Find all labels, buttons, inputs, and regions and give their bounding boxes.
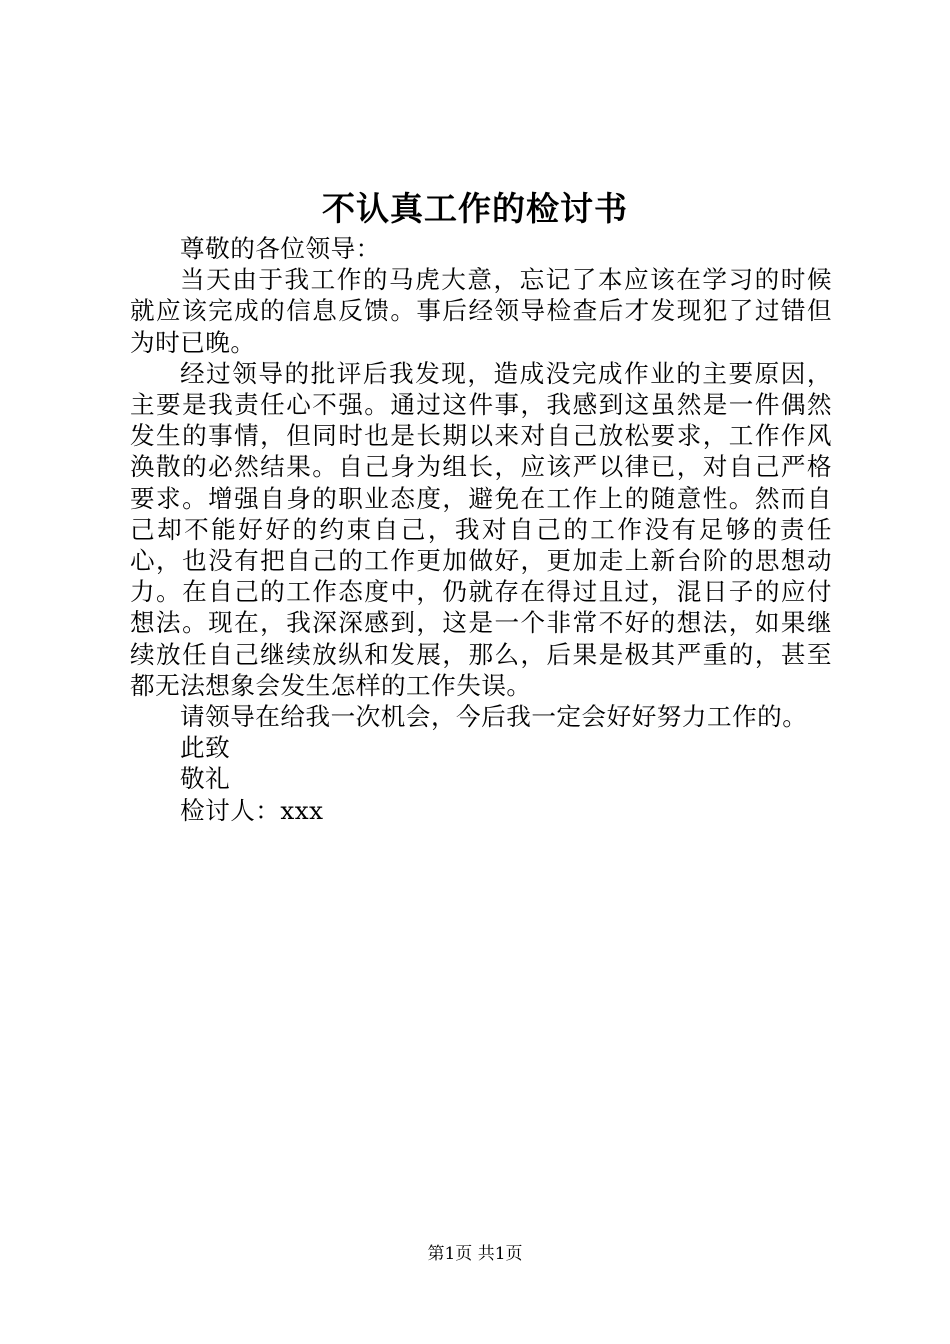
page-footer: 第1页 共1页 <box>427 1244 523 1264</box>
closing-line-2: 敬礼 <box>180 764 231 794</box>
signature: 检讨人：xxx <box>180 795 324 825</box>
closing-line-1: 此致 <box>180 733 231 763</box>
paragraph-2: 经过领导的批评后我发现，造成没完成作业的主要原因，主要是我责任心不强。通过这件事，我感到这虽然是一件偶然发生的事情，但同时也是长期以来对自己放松要求，工作作风涣散的必然结果。自己身为组长，应该严以律已，对自己严格要求。增强自身的职业态度，避免在工作上的随意性。然而自己却不能好好的约束自己，我对自己的工作没有足够的责任心，也没有把自己的工作更加做好，更加走上新台阶的思想动力。在自己的工作态度中，仍就存在得过且过，混日子的应付想法。现在，我深深感到，这是一个非常不好的想法，如果继续放任自己继续放纵和发展，那么，后果是极其严重的，甚至都无法想象会发生怎样的工作失误。 <box>130 358 832 700</box>
paragraph-1: 当天由于我工作的马虎大意，忘记了本应该在学习的时候就应该完成的信息反馈。事后经领导检查后才发现犯了过错但为时已晚。 <box>130 265 832 357</box>
paragraph-3: 请领导在给我一次机会，今后我一定会好好努力工作的。 <box>180 702 808 732</box>
salutation: 尊敬的各位领导： <box>180 234 381 263</box>
document-body <box>130 233 832 826</box>
document-title: 不认真工作的检讨书 <box>322 189 628 228</box>
